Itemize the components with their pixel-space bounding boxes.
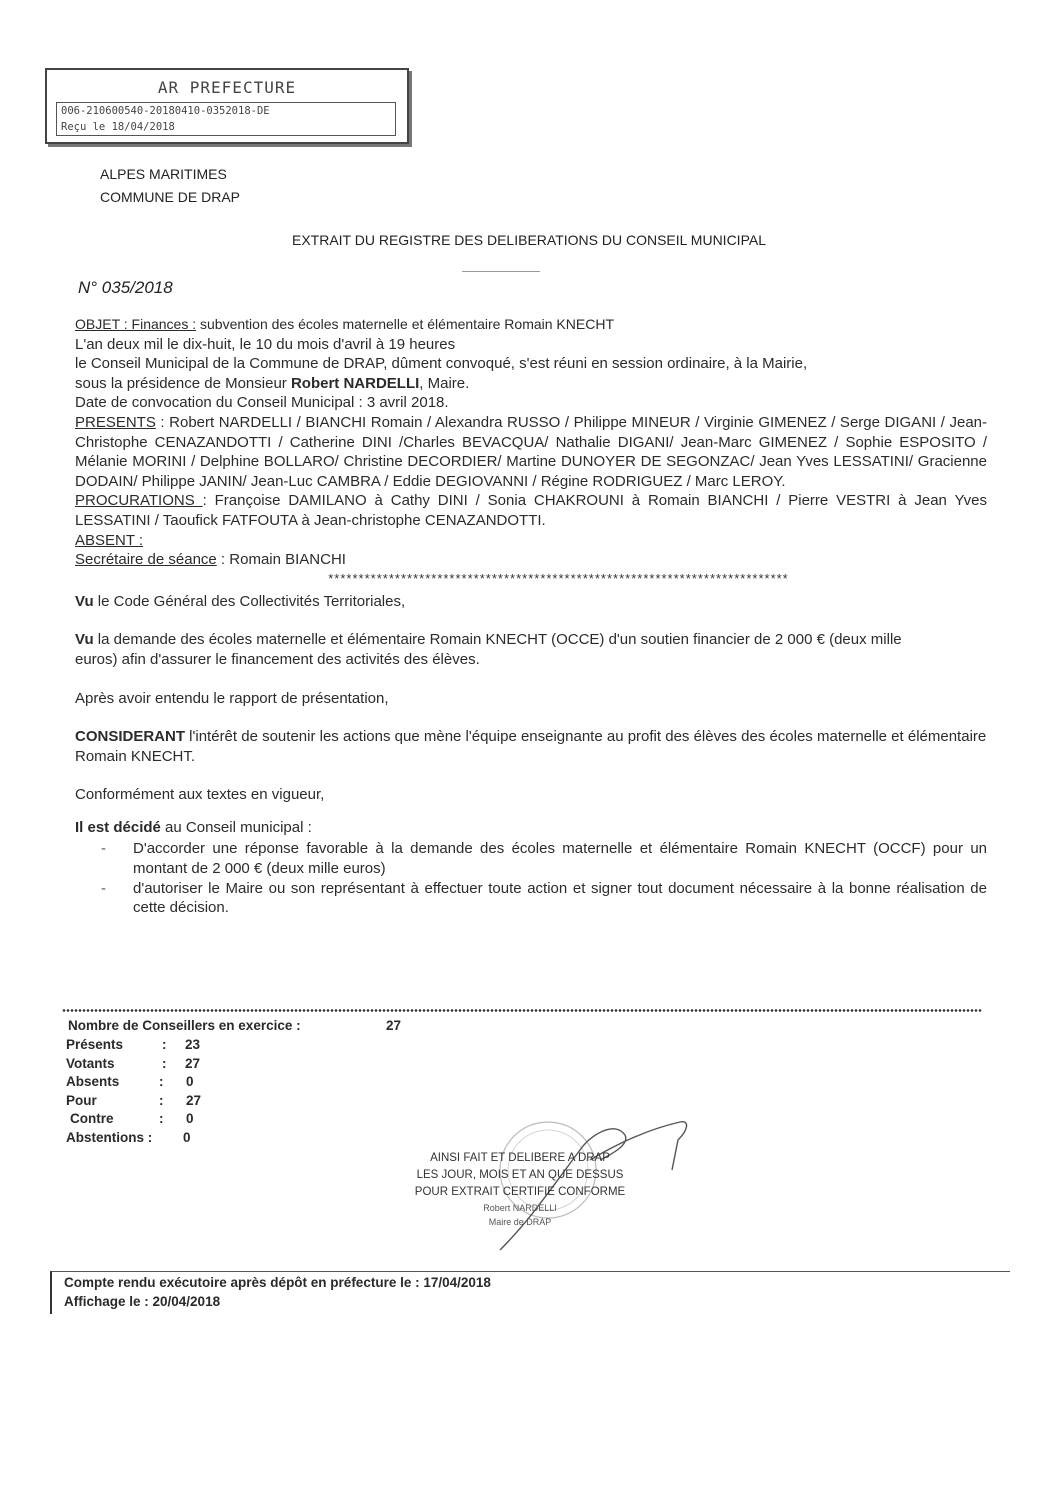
decide-bold: Il est décidé <box>75 818 161 836</box>
footer-box <box>50 1271 1010 1314</box>
mayor-title: Maire de DRAP <box>488 1217 552 1227</box>
count-colon: : <box>162 1055 167 1071</box>
presidency-line <box>75 374 987 394</box>
title-divider <box>462 271 540 272</box>
count-row-pour <box>66 1092 246 1111</box>
presents-list <box>75 413 987 491</box>
vote-counts <box>66 1036 246 1148</box>
convocation-date: Date de convocation du Conseil Municipal : 3 avril 2018. <box>75 394 449 412</box>
secretaire-label: Secrétaire de séance <box>75 551 217 569</box>
secretaire-name: : Romain BIANCHI <box>216 551 346 569</box>
star-separator: **************************************************************************** <box>328 570 789 586</box>
stamp-title: AR PREFECTURE <box>157 78 297 97</box>
count-value: 27 <box>186 1092 202 1108</box>
dotted-separator <box>62 1008 982 1013</box>
count-colon: : <box>159 1111 164 1127</box>
conformement-line: Conformément aux textes en vigueur, <box>75 786 325 804</box>
absent-line <box>75 531 987 551</box>
decide-line <box>75 818 987 838</box>
executory-notice: Compte rendu exécutoire après dépôt en préfecture le : 17/04/2018 <box>64 1275 491 1290</box>
decision-list <box>75 839 987 917</box>
count-value: 27 <box>185 1055 201 1071</box>
sign-line-2: LES JOUR, MOIS ET AN QUE DESSUS <box>416 1169 624 1181</box>
presents-label: PRESENTS <box>75 413 156 431</box>
objet-text: subvention des écoles maternelle et élémentaire Romain KNECHT <box>196 316 614 332</box>
decision-item: - D'accorder une réponse favorable à la demande des écoles maternelle et élémentaire Romain KNECHT (OCCF) pour un montant de 2 000 € (deux mille euros) <box>75 839 987 878</box>
count-value: 0 <box>186 1074 194 1090</box>
vu-code-text: le Code Général des Collectivités Territoriales, <box>93 592 406 610</box>
count-row-abstentions <box>66 1129 246 1148</box>
count-colon: : <box>162 1037 167 1052</box>
deliberation-body <box>75 315 987 918</box>
president-name: Robert NARDELLI <box>290 374 420 392</box>
council-convened: le Conseil Municipal de la Commune de DRAP, dûment convoqué, s'est réuni en session ordinaire, à la Mairie, <box>75 355 808 373</box>
sign-line-1: AINSI FAIT ET DELIBERE A DRAP <box>430 1152 610 1164</box>
councillors-in-office <box>68 1017 301 1036</box>
presents-names: : Robert NARDELLI / BIANCHI Romain / Alexandra RUSSO / Philippe MINEUR / Virginie GIMENEZ / Serge DIGANI / Jean-Christophe CENAZANDOTTI / Catherine DINI /Charles BEVACQUA/ Nathalie DIGANI/ Jean-Marc GIMENEZ / Sophie ESPOSITO / Mélanie MORINI / Delphine BOLLARO/ Christine DECORDIER/ Martine DUNOYER DE SEGONZAC/ Jean Yves LESSATINI/ Gracienne DODAIN/ Philippe JANIN/ Jean-Luc CAMBRA / Eddie DEGIOVANNI / Régine RODRIGUEZ / Marc LEROY. <box>75 413 987 490</box>
count-row-absents <box>66 1073 246 1092</box>
commune-name: COMMUNE DE DRAP <box>100 189 241 205</box>
mayor-name: Robert NARDELLI <box>483 1203 557 1213</box>
count-row-presents <box>66 1036 246 1055</box>
deliberation-number: N° 035/2018 <box>78 278 173 297</box>
objet-line <box>75 315 987 335</box>
stamp-reference-box <box>56 102 396 136</box>
stamp-reference: 006-210600540-20180410-0352018-DE <box>61 105 270 117</box>
vu-demande-bold: Vu <box>75 631 94 649</box>
sign-line-3: POUR EXTRAIT CERTIFIE CONFORME <box>414 1186 626 1198</box>
procurations-list <box>75 491 987 530</box>
count-label: Pour <box>66 1092 97 1108</box>
count-value: 23 <box>185 1037 201 1052</box>
department-name: ALPES MARITIMES <box>100 166 227 182</box>
vu-demande-text: la demande des écoles maternelle et élémentaire Romain KNECHT (OCCE) d'un soutien financier de 2 000 € (deux mille euros) afin d'assurer le financement des activités des élèves. <box>75 631 902 668</box>
posting-date: Affichage le : 20/04/2018 <box>64 1294 221 1309</box>
count-value: 0 <box>186 1111 194 1127</box>
stamp-received-date: Reçu le 18/04/2018 <box>61 121 175 133</box>
count-label: Contre <box>70 1111 114 1127</box>
presidency-suffix: , Maire. <box>419 374 470 392</box>
signature-text <box>395 1150 645 1229</box>
count-label: Votants <box>66 1055 115 1071</box>
count-colon: : <box>159 1074 164 1090</box>
considerant-bold: CONSIDERANT <box>75 728 186 746</box>
count-row-contre <box>66 1110 246 1129</box>
session-date: L'an deux mil le dix-huit, le 10 du mois d'avril à 19 heures <box>75 335 456 353</box>
considerant-text: l'intérêt de soutenir les actions que mène l'équipe enseignante au profit des élèves des écoles maternelle et élémentaire Romain KNECHT. <box>75 728 987 765</box>
count-label: Présents <box>66 1037 124 1052</box>
count-label: Absents <box>66 1074 120 1090</box>
count-colon: : <box>159 1092 164 1108</box>
procurations-names: : Françoise DAMILANO à Cathy DINI / Sonia CHAKROUNI à Romain BIANCHI / Pierre VESTRI à Jean Yves LESSATINI / Taoufick FATFOUTA à Jean-christophe CENAZANDOTTI. <box>75 492 987 529</box>
vu-code-bold: Vu <box>75 592 94 610</box>
prefecture-stamp <box>45 68 409 144</box>
vu-demande-paragraph <box>75 630 987 669</box>
procurations-label: PROCURATIONS <box>75 492 203 510</box>
in-office-label: Nombre de Conseillers en exercice : <box>68 1018 301 1033</box>
decide-text: au Conseil municipal : <box>160 818 312 836</box>
objet-label: OBJET : Finances : <box>75 316 197 332</box>
secretaire-line <box>75 550 987 570</box>
presidency-prefix: sous la présidence de Monsieur <box>75 374 291 392</box>
considerant-paragraph <box>75 727 987 766</box>
count-label: Abstentions : <box>66 1129 153 1145</box>
absent-label: ABSENT : <box>75 531 144 549</box>
count-value: 0 <box>183 1129 191 1145</box>
vu-code-line <box>75 592 987 612</box>
in-office-value: 27 <box>386 1018 402 1033</box>
count-row-votants <box>66 1055 246 1074</box>
document-title: EXTRAIT DU REGISTRE DES DELIBERATIONS DU CONSEIL MUNICIPAL <box>291 232 766 248</box>
decision-item: - d'autoriser le Maire ou son représentant à effectuer toute action et signer tout document nécessaire à la bonne réalisation de cette décision. <box>75 879 987 918</box>
rapport-line: Après avoir entendu le rapport de présentation, <box>75 689 389 707</box>
